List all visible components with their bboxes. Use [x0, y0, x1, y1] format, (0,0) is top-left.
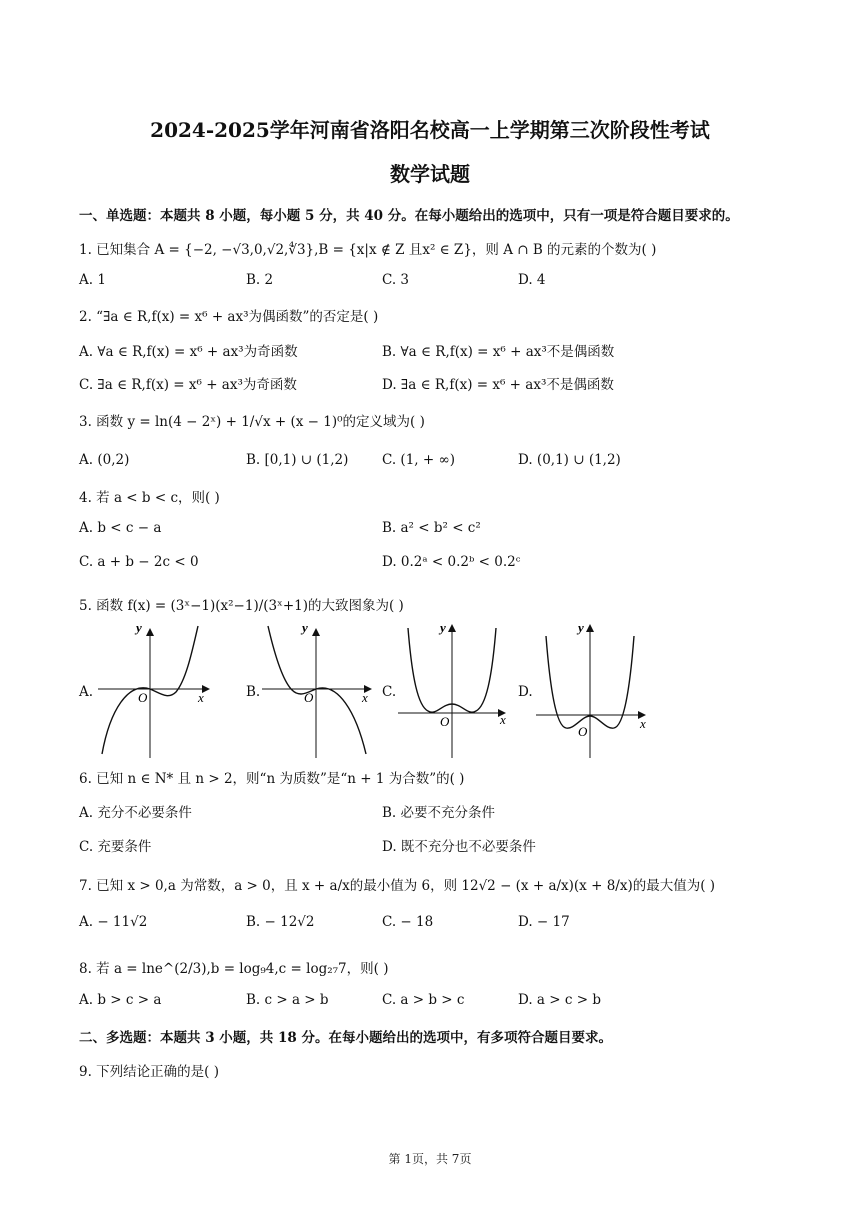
q6-option-d[interactable]: D. 既不充分也不必要条件	[382, 839, 536, 855]
question-1-stem: 1. 已知集合 A = {−2, −√3,0,√2,∜3},B = {x|x ∉ Z 且x² ∈ Z}，则 A ∩ B 的元素的个数为( )	[79, 242, 657, 258]
q1-option-b[interactable]: B. 2	[246, 272, 274, 288]
q8-option-c[interactable]: C. a > b > c	[382, 992, 465, 1008]
q5-graph-a-x-label: x	[198, 690, 204, 705]
q7-option-b[interactable]: B. − 12√2	[246, 914, 315, 930]
question-8-stem: 8. 若 a = lne^(2/3),b = log₉4,c = log₂₇7，则( )	[79, 961, 389, 977]
question-4-stem: 4. 若 a < b < c，则( )	[79, 490, 220, 506]
question-3-stem: 3. 函数 y = ln(4 − 2ˣ) + 1/√x + (x − 1)⁰的定义域为( )	[79, 414, 425, 430]
q2-option-b[interactable]: B. ∀a ∈ R,f(x) = x⁶ + ax³不是偶函数	[382, 344, 615, 360]
q1-option-c[interactable]: C. 3	[382, 272, 410, 288]
q5-graph-b[interactable]	[262, 622, 380, 758]
q5-graph-d[interactable]	[536, 618, 654, 758]
q2-option-c[interactable]: C. ∃a ∈ R,f(x) = x⁶ + ax³为奇函数	[79, 377, 297, 393]
q3-option-b[interactable]: B. [0,1) ∪ (1,2)	[246, 452, 349, 468]
q5-graph-d-y-label: y	[578, 620, 584, 635]
q3-option-c[interactable]: C. (1, + ∞)	[382, 452, 455, 468]
q1-option-a[interactable]: A. 1	[79, 272, 106, 288]
q2-option-d[interactable]: D. ∃a ∈ R,f(x) = x⁶ + ax³不是偶函数	[382, 377, 614, 393]
q5-graph-c-x-label: x	[500, 712, 506, 727]
q5-graph-b-x-label: x	[362, 690, 368, 705]
q5-option-a-label[interactable]: A.	[79, 684, 94, 700]
q7-option-a[interactable]: A. − 11√2	[79, 914, 148, 930]
page-footer: 第 1页，共 7页	[388, 1152, 472, 1166]
q4-option-b[interactable]: B. a² < b² < c²	[382, 520, 481, 536]
q7-option-c[interactable]: C. − 18	[382, 914, 434, 930]
q5-option-d-label[interactable]: D.	[518, 684, 533, 700]
q6-option-c[interactable]: C. 充要条件	[79, 839, 152, 855]
q5-graph-d-origin: O	[578, 724, 588, 739]
q5-graph-a[interactable]	[98, 622, 216, 758]
q4-option-d[interactable]: D. 0.2ᵃ < 0.2ᵇ < 0.2ᶜ	[382, 554, 521, 570]
q5-graph-a-y-label: y	[136, 620, 142, 635]
section-heading-multiple-choice: 二、多选题：本题共 3 小题，共 18 分。在每小题给出的选项中，有多项符合题目要求。	[79, 1030, 612, 1046]
question-9-stem: 9. 下列结论正确的是( )	[79, 1064, 219, 1080]
q8-option-a[interactable]: A. b > c > a	[79, 992, 162, 1008]
q3-option-a[interactable]: A. (0,2)	[79, 452, 130, 468]
q2-option-a[interactable]: A. ∀a ∈ R,f(x) = x⁶ + ax³为奇函数	[79, 344, 298, 360]
q8-option-b[interactable]: B. c > a > b	[246, 992, 329, 1008]
question-5-stem: 5. 函数 f(x) = (3ˣ−1)(x²−1)/(3ˣ+1)的大致图象为( )	[79, 598, 404, 614]
q6-option-b[interactable]: B. 必要不充分条件	[382, 805, 496, 821]
exam-title: 2024-2025学年河南省洛阳名校高一上学期第三次阶段性考试	[150, 118, 710, 142]
q3-option-d[interactable]: D. (0,1) ∪ (1,2)	[518, 452, 621, 468]
question-7-stem: 7. 已知 x > 0,a 为常数，a > 0，且 x + a/x的最小值为 6，则 12√2 − (x + a/x)(x + 8/x)的最大值为( )	[79, 878, 716, 894]
q1-option-d[interactable]: D. 4	[518, 272, 546, 288]
q5-graph-c-y-label: y	[440, 620, 446, 635]
q5-graph-c-origin: O	[440, 714, 450, 729]
exam-subtitle: 数学试题	[390, 162, 470, 186]
q5-option-b-label[interactable]: B.	[246, 684, 261, 700]
q4-option-a[interactable]: A. b < c − a	[79, 520, 162, 536]
q6-option-a[interactable]: A. 充分不必要条件	[79, 805, 192, 821]
q5-graph-a-origin: O	[138, 690, 148, 705]
q5-graph-c[interactable]	[398, 618, 516, 758]
section-heading-single-choice: 一、单选题：本题共 8 小题，每小题 5 分，共 40 分。在每小题给出的选项中，只有一项是符合题目要求的。	[79, 208, 739, 224]
q5-option-c-label[interactable]: C.	[382, 684, 397, 700]
q5-graph-b-y-label: y	[302, 620, 308, 635]
q5-graph-d-x-label: x	[640, 716, 646, 731]
question-2-stem: 2. “∃a ∈ R,f(x) = x⁶ + ax³为偶函数”的否定是( )	[79, 309, 379, 325]
q5-graph-b-origin: O	[304, 690, 314, 705]
question-6-stem: 6. 已知 n ∈ N* 且 n > 2，则“n 为质数”是“n + 1 为合数”的( )	[79, 771, 465, 787]
q4-option-c[interactable]: C. a + b − 2c < 0	[79, 554, 199, 570]
q7-option-d[interactable]: D. − 17	[518, 914, 570, 930]
q8-option-d[interactable]: D. a > c > b	[518, 992, 601, 1008]
